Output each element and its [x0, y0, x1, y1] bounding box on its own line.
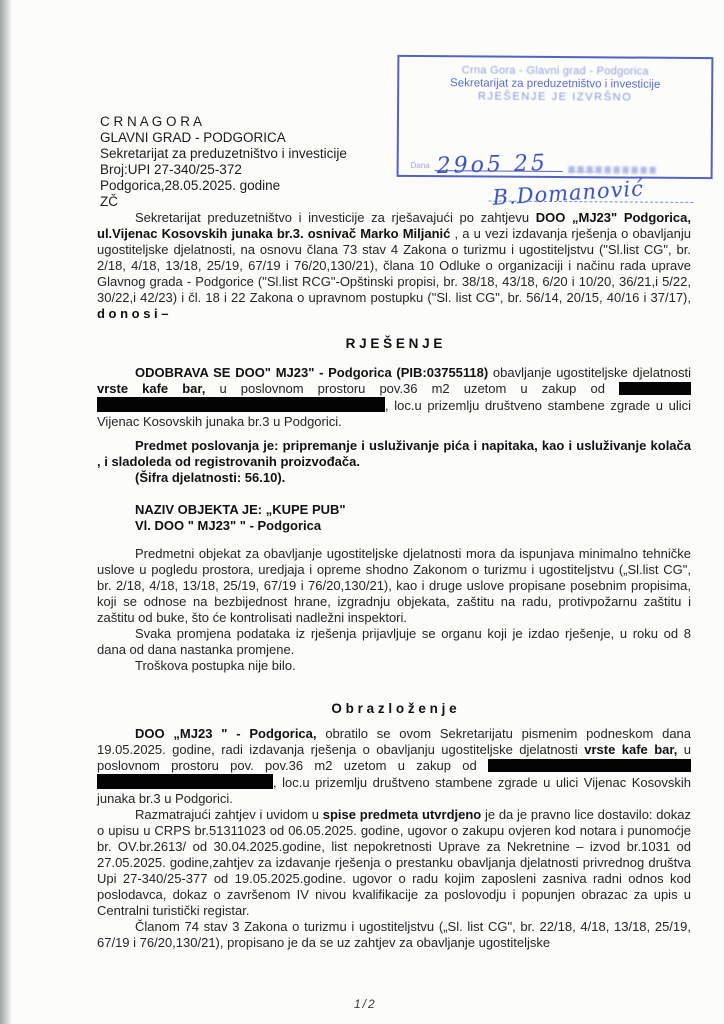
intro-text-1: Sekretarijat preduzetništvo i investicije za rješavajući po zahtjevu [135, 210, 536, 225]
troskovi-line: Troškova postupka nije bilo. [135, 658, 296, 673]
obraz-p1-text-3: , loc.u prizemlju društveno stambene zgrade u ulici Vijenac Kosovskih junaka br.3 u Podgorici. [97, 775, 691, 806]
letterhead-initials: ZČ [100, 194, 118, 209]
odobrava-text-1: obavljanje ugostiteljske djelatnosti [488, 365, 691, 380]
obraz-p2-text-1: Razmatrajući zahtjev i uvidom u [135, 807, 323, 822]
redaction-bar [619, 382, 691, 395]
redaction-bar [97, 774, 273, 789]
intro-company-bold: DOO „MJ23" Podgorica, ul.Vijenac Kosovskih junaka br.3. osnivač Marko Miljanić [97, 210, 691, 241]
letterhead-country: C R N A G O R A [100, 114, 203, 129]
odobrava-paragraph [97, 365, 691, 430]
predmet-paragraph: Predmet poslovanja je: pripremanje i usluživanje pića i napitaka, kao i usluživanje kolača , i sladoleda od registrovanih proizvođača. [97, 438, 691, 469]
letterhead-case-number: Broj:UPI 27-340/25-372 [100, 162, 242, 177]
rjesenje-title: R J E Š E N J E [345, 336, 443, 351]
handwritten-signature: B.Domanović [491, 176, 645, 210]
obrazlozenje-paragraph-1 [97, 726, 691, 807]
odobrava-text-2: u poslovnom prostoru pov.36 m2 uzetom u zakup od [205, 381, 620, 396]
promjena-paragraph: Svaka promjena podataka iz rješenja prijavljuje se organu koji je izdao rješenje, u roku od 8 dana od dana nastanka promjene. [97, 626, 691, 657]
naziv-block [97, 502, 691, 534]
letterhead [100, 114, 347, 210]
obraz-p2-text-2: je da je pravno lice dostavilo: dokaz o upisu u CRPS br.51311023 od 06.05.2025. godine, ugovor o zakupu ovjeren kod notara i punomoćje br. OV.br.2613/ od 30.04.2025.godine, list nepokretnosti Uprave za Nekretnine – izvod br.1031 od 27.05.2025. godine,zahtjev za izdavanje rješenja o prestanku obavljanja djelatnosti privrednog društva Upi 27-340/25-377 od 19.05.2025.godine. ugovor o radu kojim zaposleni zasniva radni odnos kod poslodavca, dokaz o završenom IV nivou kvalifikacije za poslovodju i popunjen obrazac za upis u Centralni turistički registar. [97, 807, 691, 918]
redaction-bar [97, 397, 385, 412]
stamp-line-executable: RJEŠENJE JE IZVRŠNO [477, 90, 633, 104]
obrazlozenje-title: O b r a z l o ž e n j e [331, 701, 457, 716]
stamp-official-label-faint [569, 166, 659, 174]
letterhead-place-date: Podgorica,28.05.2025. godine [100, 178, 281, 193]
obraz-p1-bold-2: vrste kafe bar, [584, 742, 678, 757]
executive-stamp [397, 55, 714, 210]
naziv-vlasnik: Vl. DOO " MJ23" " - Podgorica [135, 518, 322, 533]
obraz-p1-text-1: obratilo se ovom Sekretarijatu pismenim podneskom dana 19.05.2025. godine, radi izdavanja rješenja o obavljanju ugostiteljske djelatnosti [97, 726, 692, 757]
obraz-p1-bold-1: DOO „MJ23 " - Podgorica, [135, 726, 317, 741]
stamp-signature-row [478, 159, 704, 210]
stamp-dana-label: Dana [410, 160, 430, 171]
stamp-line-department: Sekretarijat za preduzetništvo i investicije [450, 77, 661, 91]
handwritten-date: 29o5 25 [436, 151, 549, 180]
odobrava-bold-1: ODOBRAVA SE DOO" MJ23" - Podgorica (PIB:03755118) [135, 365, 489, 380]
scan-edge-artifact [0, 0, 12, 1024]
obraz-p2-bold-1: spise predmeta utvrdjeno [322, 807, 482, 822]
odobrava-text-3: , loc.u prizemlju društveno stambene zgrade u ulici Vijenac Kosovskih junaka br.3 u Podgorici. [97, 398, 691, 429]
naziv-objekta: NAZIV OBJEKTA JE: „KUPE PUB" [135, 502, 346, 517]
obraz-p1-text-2: u poslovnom prostoru pov. pov.36 m2 uzetom u zakup od [97, 742, 691, 773]
page-number: 1/2 [354, 997, 377, 1011]
uslovi-paragraph: Predmetni objekat za obavljanje ugostiteljske djelatnosti mora da ispunjava minimalno tehničke uslove u pogledu prostora, uredjaja i opreme shodno Zakonom o turizmu i ugostiteljstvu („Sl.list CG", br. 2/18, 4/18, 13/18, 25/19, 67/19 i 76/20,130/21), kao i druge uslove propisane posebnim propisima, koji se odnose na bezbijednost hrane, izgradnju objekata, zaštitu na radu, protivpožarnu zaštitu i zaštitu od buke, što će kontrolisati nadležni inspektori. [97, 546, 691, 625]
redaction-bar [488, 759, 691, 772]
intro-text-2: , a u vezi izdavanja rješenja o obavljanju ugostiteljske djelatnosti, na osnovu člana 73 stav 4 Zakona o turizmu i ugostiteljstvu ("Sl.list CG", br. 2/18, 4/18, 13/18, 25/19, 67/19 i 76/20,130/21), člana 10 Odluke o organizaciji i načinu rada uprave Glavnog grada - Podgorice ("Sl.list RCG"-Opštinski propisi, br. 38/18, 43/18, 6/20 i 10/20, 36/21,i 5/22, 30/22,i 42/23) i čl. 18 i 22 Zakona o upravnom postupku ("Sl. list CG", br. 56/14, 20/15, 40/16 i 37/17), [97, 226, 692, 305]
intro-paragraph [97, 210, 691, 322]
stamp-line-authority: Crna Gora - Glavni grad - Podgorica [461, 64, 649, 78]
obrazlozenje-paragraph-3: Članom 74 stav 3 Zakona o turizmu i ugostiteljstvu („Sl. list CG", br. 22/18, 4/18, 13/18, 25/19, 67/19 i 76/20,130/21), propisano je da se uz zahtjev za obavljanje ugostiteljske [97, 919, 691, 950]
odobrava-bold-2: vrste kafe bar, [97, 381, 206, 396]
letterhead-department: Sekretarijat za preduzetništvo i investicije [100, 146, 347, 161]
intro-donosi-bold: d o n o s i – [97, 306, 169, 321]
sifra-djelatnosti: (Šifra djelatnosti: 56.10). [135, 470, 286, 485]
obrazlozenje-paragraph-2 [97, 807, 691, 919]
document-body [97, 210, 691, 951]
letterhead-city: GLAVNI GRAD - PODGORICA [100, 130, 286, 145]
